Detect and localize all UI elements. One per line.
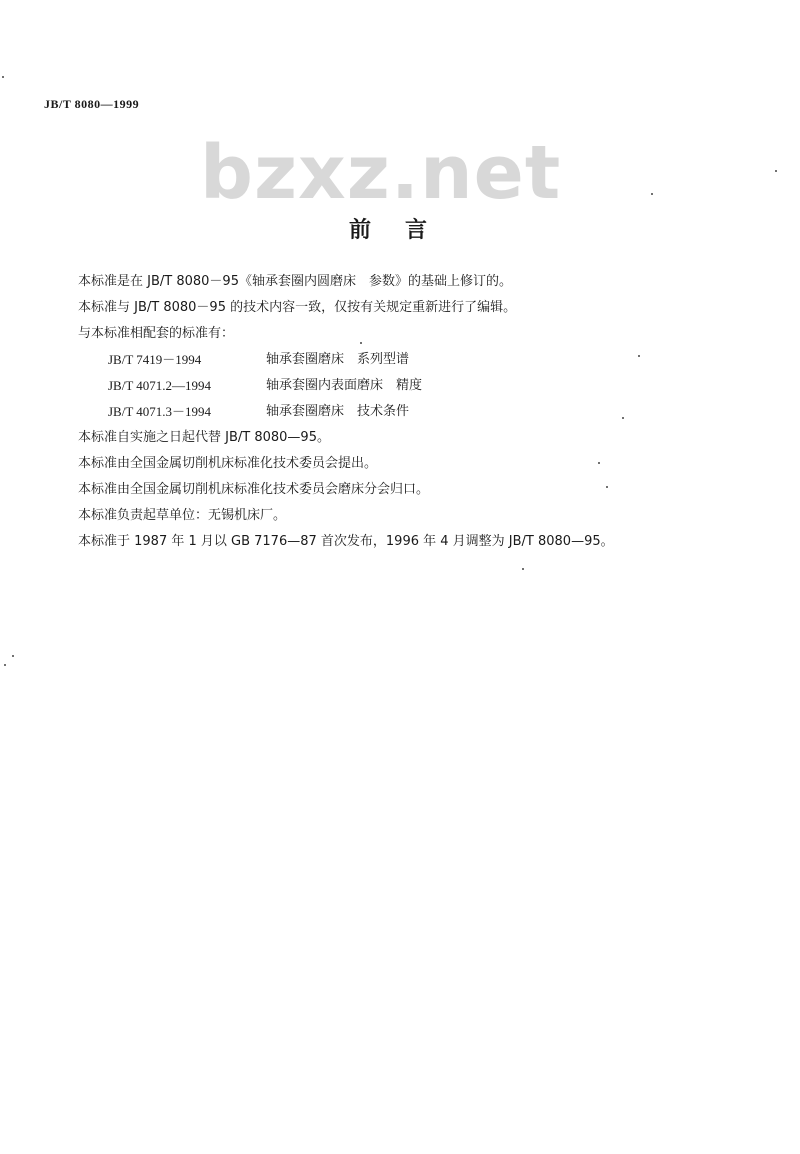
scan-speck (2, 76, 4, 78)
scan-speck (12, 655, 14, 657)
watermark: bzxz.net (200, 130, 562, 216)
standard-code: JB/T 4071.2—1994 (108, 378, 212, 393)
paragraph: 本标准自实施之日起代替 JB/T 8080—95。 (78, 430, 330, 445)
paragraph: 本标准与 JB/T 8080－95 的技术内容一致，仅按有关规定重新进行了编辑。 (78, 300, 517, 315)
related-standard-item (78, 373, 718, 399)
scan-speck (4, 664, 6, 666)
scan-speck (360, 342, 362, 344)
section-title: 前言 (348, 218, 461, 243)
scan-speck (598, 462, 600, 464)
standard-name: 轴承套圈磨床 系列型谱 (266, 352, 410, 367)
standard-code-header: JB/T 8080—1999 (44, 97, 140, 111)
standard-name: 轴承套圈内表面磨床 精度 (266, 378, 423, 393)
standard-name: 轴承套圈磨床 技术条件 (266, 404, 410, 419)
scan-speck (522, 568, 524, 570)
scan-speck (638, 355, 640, 357)
paragraph: 与本标准相配套的标准有： (78, 326, 235, 341)
related-standard-item (78, 399, 718, 425)
paragraph: 本标准负责起草单位：无锡机床厂。 (78, 508, 287, 523)
standard-code: JB/T 7419－1994 (108, 352, 202, 367)
foreword-body (78, 269, 718, 555)
scan-speck (606, 486, 608, 488)
paragraph: 本标准由全国金属切削机床标准化技术委员会提出。 (78, 456, 378, 471)
scan-speck (775, 170, 777, 172)
related-standard-item (78, 347, 718, 373)
paragraph: 本标准于 1987 年 1 月以 GB 7176—87 首次发布，1996 年 4 月调整为 JB/T 8080—95。 (78, 534, 614, 549)
paragraph: 本标准由全国金属切削机床标准化技术委员会磨床分会归口。 (78, 482, 430, 497)
scan-speck (651, 193, 653, 195)
standard-code: JB/T 4071.3－1994 (108, 404, 212, 419)
paragraph: 本标准是在 JB/T 8080－95《轴承套圈内圆磨床 参数》的基础上修订的。 (78, 274, 512, 289)
scan-speck (622, 417, 624, 419)
